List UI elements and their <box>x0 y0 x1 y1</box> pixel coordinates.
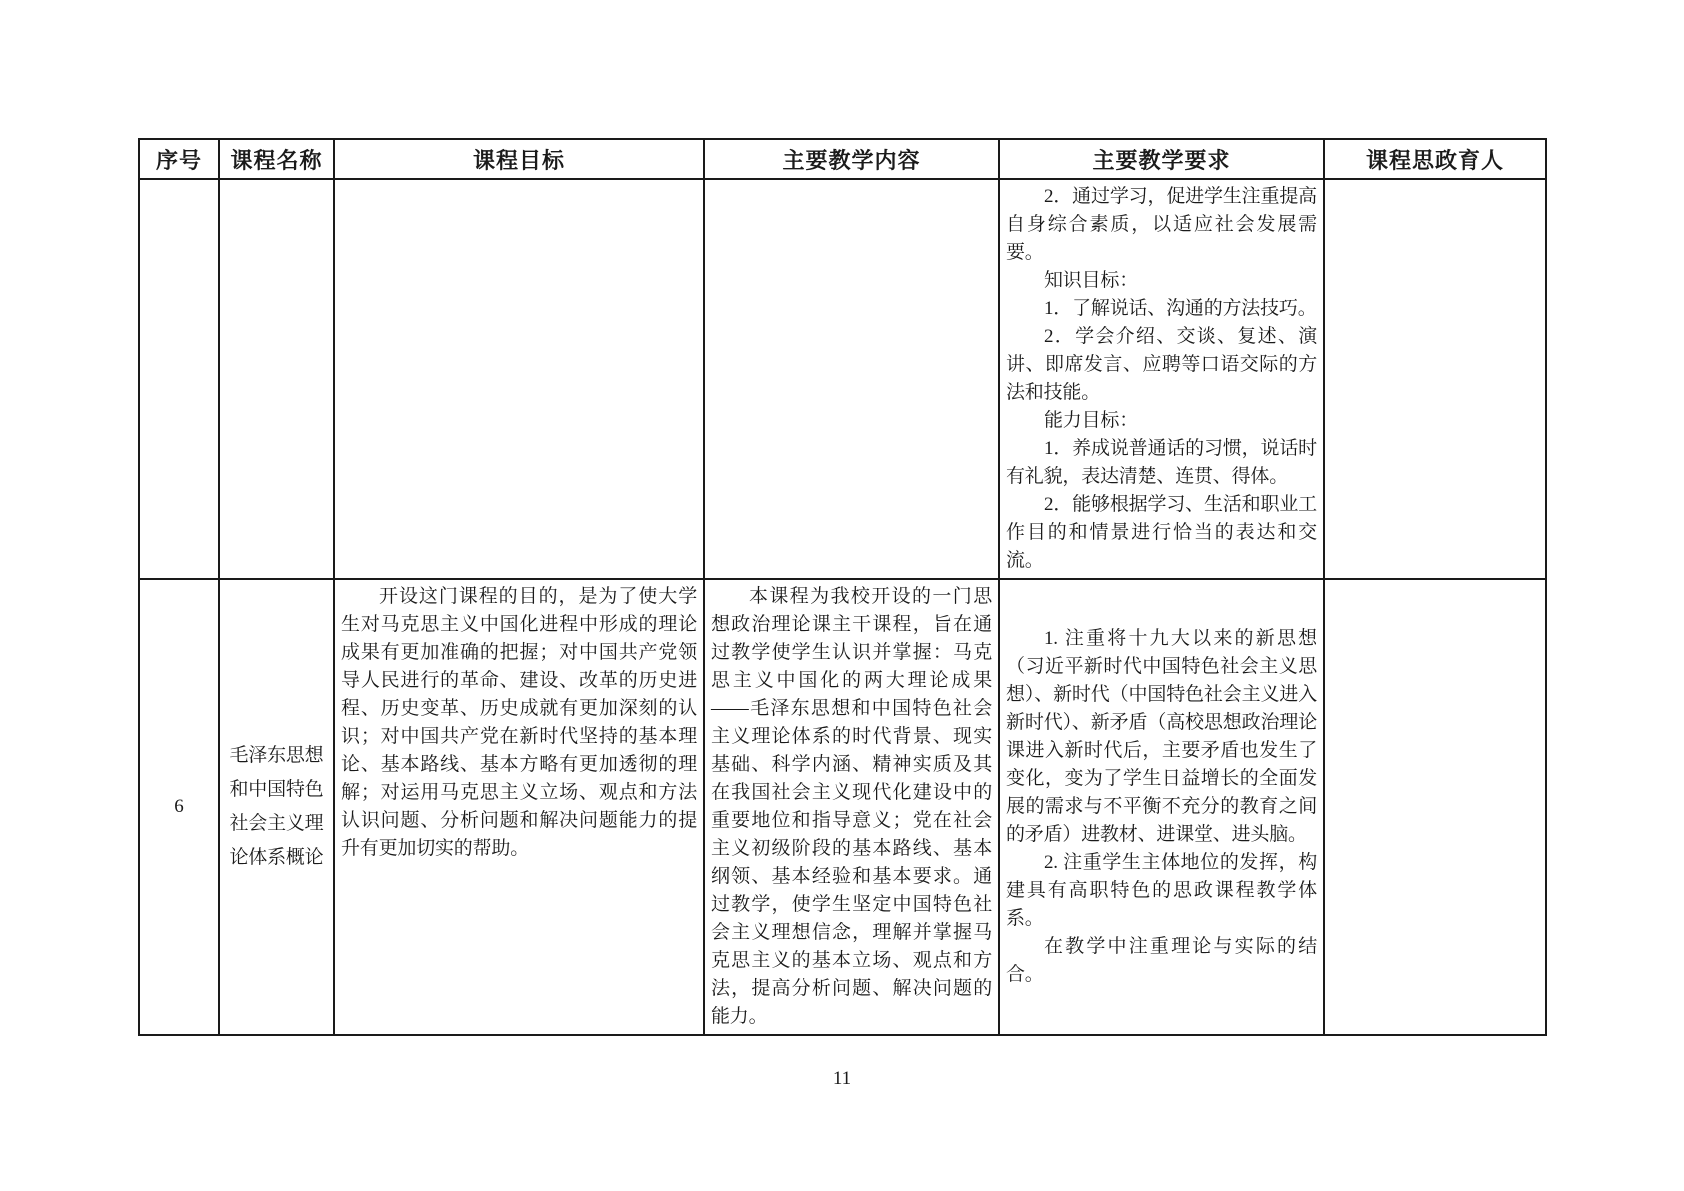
requirement-paragraph: 在教学中注重理论与实际的结合。 <box>1006 936 1317 985</box>
course-table <box>138 138 1547 1036</box>
requirement-paragraph: 1. 注重将十九大以来的新思想（习近平新时代中国特色社会主义思想）、新时代（中国特色社会主义进入新时代）、新矛盾（高校思想政治理论课进入新时代后，主要矛盾也发生了变化，变为了学生日益增长的全面发展的需求与不平衡不充分的教育之间的矛盾）进教材、进课堂、进头脑。 <box>1006 628 1317 845</box>
requirement-paragraph: 2．能够根据学习、生活和职业工作目的和情景进行恰当的表达和交流。 <box>1006 494 1317 571</box>
requirement-paragraph: 知识目标： <box>1044 270 1139 291</box>
cell-objectives-cont <box>334 179 704 579</box>
header-content: 主要教学内容 <box>704 139 999 179</box>
requirement-paragraph: 2．学会介绍、交谈、复述、演讲、即席发言、应聘等口语交际的方法和技能。 <box>1006 326 1317 403</box>
page-number: 11 <box>832 1068 852 1089</box>
header-course-name: 课程名称 <box>219 139 334 179</box>
header-ideology: 课程思政育人 <box>1324 139 1546 179</box>
cell-course-name-cont <box>219 179 334 579</box>
objective-paragraph: 开设这门课程的目的，是为了使大学生对马克思主义中国化进程中形成的理论成果有更加准确的把握；对中国共产党领导人民进行的革命、建设、改革的历史进程、历史变革、历史成就有更加深刻的认识；对中国共产党在新时代坚持的基本理论、基本路线、基本方略有更加透彻的理解；对运用马克思主义立场、观点和方法认识问题、分析问题和解决问题能力的提升有更加切实的帮助。 <box>341 586 697 859</box>
header-objectives: 课程目标 <box>334 139 704 179</box>
table-row-6 <box>139 579 1546 1035</box>
cell-ideology-cont <box>1324 179 1546 579</box>
cell-seq-cont <box>139 179 219 579</box>
header-seq: 序号 <box>139 139 219 179</box>
cell-course-name-6: 毛泽东思想和中国特色社会主义理论体系概论 <box>219 579 334 1035</box>
content-paragraph: 本课程为我校开设的一门思想政治理论课主干课程，旨在通过教学使学生认识并掌握：马克思主义中国化的两大理论成果——毛泽东思想和中国特色社会主义理论体系的时代背景、现实基础、科学内涵、精神实质及其在我国社会主义现代化建设中的重要地位和指导意义；党在社会主义初级阶段的基本路线、基本纲领、基本经验和基本要求。通过教学，使学生坚定中国特色社会主义理想信念，理解并掌握马克思主义的基本立场、观点和方法，提高分析问题、解决问题的能力。 <box>711 586 992 1027</box>
cell-ideology-6 <box>1324 579 1546 1035</box>
cell-requirements-6 <box>999 579 1324 1035</box>
requirement-paragraph: 能力目标： <box>1044 410 1139 431</box>
requirement-paragraph: 2．通过学习，促进学生注重提高自身综合素质，以适应社会发展需要。 <box>1006 186 1317 263</box>
cell-seq-6: 6 <box>139 579 219 1035</box>
table-header-row <box>139 139 1546 179</box>
cell-content-cont <box>704 179 999 579</box>
requirement-paragraph: 2. 注重学生主体地位的发挥，构建具有高职特色的思政课程教学体系。 <box>1006 852 1317 929</box>
requirement-paragraph: 1．了解说话、沟通的方法技巧。 <box>1044 298 1317 319</box>
cell-objectives-6 <box>334 579 704 1035</box>
table-row-continuation <box>139 179 1546 579</box>
cell-requirements-cont <box>999 179 1324 579</box>
requirement-paragraph: 1．养成说普通话的习惯，说话时有礼貌，表达清楚、连贯、得体。 <box>1006 438 1317 487</box>
cell-content-6 <box>704 579 999 1035</box>
header-requirements: 主要教学要求 <box>999 139 1324 179</box>
